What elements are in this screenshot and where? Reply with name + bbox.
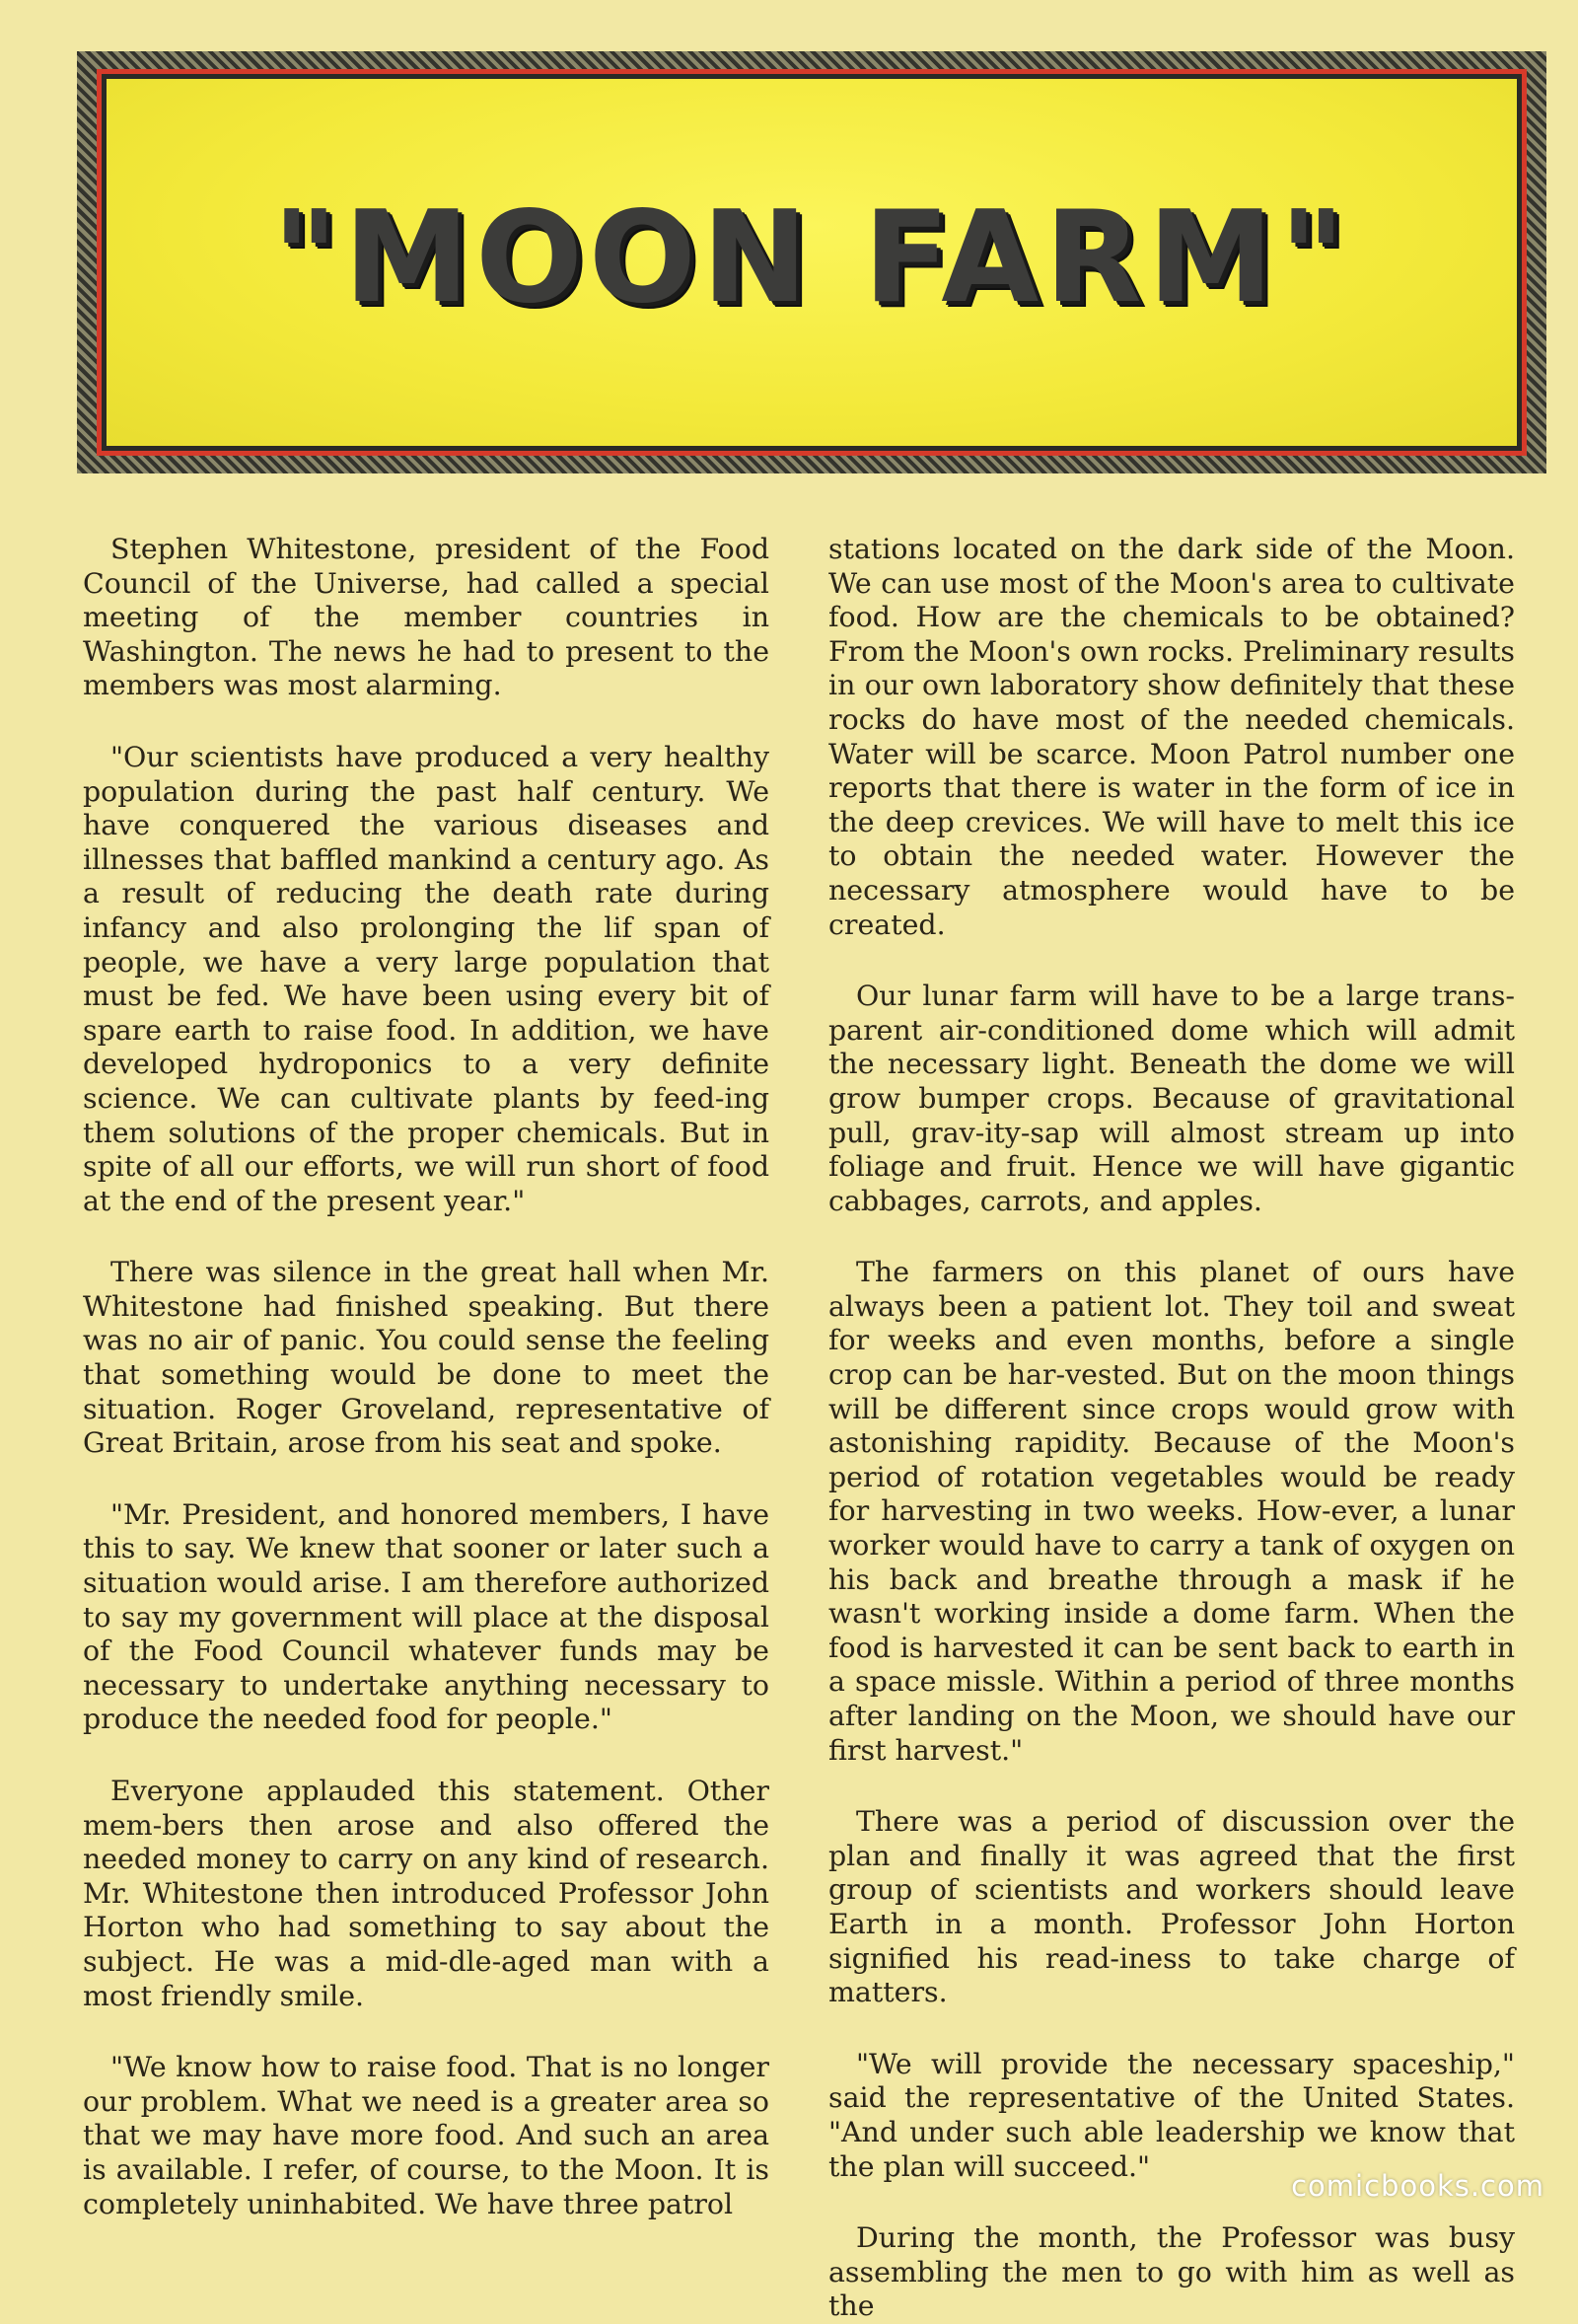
paragraph: stations located on the dark side of the Moon. We can use most of the Moon's area to cultivate food. How are the chemicals to be obtained? From the Moon's own rocks. Preliminary results in our own laboratory show definitely that these rocks do have most of the needed chemicals. Water will be scarce. Moon Patrol number one reports that there is water in the form of ice in the deep crevices. We will have to melt this ice to obtain the needed water. However the necessary atmosphere would have to be created.	[828, 533, 1515, 941]
paragraph: During the month, the Professor was busy assembling the men to go with him as well as the	[828, 2221, 1515, 2323]
title-panel	[77, 51, 1546, 473]
title-box	[107, 79, 1517, 446]
paragraph: Stephen Whitestone, president of the Food Council of the Universe, had called a special meeting of the member countries in Washington. The news he had to present to the members was most alarming.	[83, 533, 769, 702]
paragraph: Our lunar farm will have to be a large trans-parent air-conditioned dome which will admit the necessary light. Beneath the dome we will grow bumper crops. Because of gravitational pull, grav-ity-sap will almost stream up into foliage and fruit. Hence we will have gigantic cabbages, carrots, and apples.	[828, 980, 1515, 1217]
watermark: comicbooks.com	[1291, 2169, 1544, 2203]
paragraph: "Our scientists have produced a very healthy population during the past half century. We have conquered the various diseases and illnesses that baffled mankind a century ago. As a result of reducing the death rate during infancy and also prolonging the lif span of people, we have a very large population that must be fed. We have been using every bit of spare earth to raise food. In addition, we have developed hydroponics to a very definite science. We can cultivate plants by feed-ing them solutions of the proper chemicals. But in spite of all our efforts, we will run short of food at the end of the present year."	[83, 740, 769, 1217]
paragraph: Everyone applauded this statement. Other mem-bers then arose and also offered the needed money to carry on any kind of research. Mr. Whitestone then introduced Professor John Horton who had something to say about the subject. He was a mid-dle-aged man with a most friendly smile.	[83, 1775, 769, 2012]
paragraph: The farmers on this planet of ours have always been a patient lot. They toil and sweat for weeks and even months, before a single crop can be har-vested. But on the moon things will be different since crops would grow with astonishing rapidity. Because of the Moon's period of rotation vegetables would be ready for harvesting in two weeks. How-ever, a lunar worker would have to carry a tank of oxygen on his back and breathe through a mask if he wasn't working inside a dome farm. When the food is harvested it can be sent back to earth in a space missle. Within a period of three months after landing on the Moon, we should have our first harvest."	[828, 1256, 1515, 1767]
paragraph: "Mr. President, and honored members, I have this to say. We knew that sooner or later such a situation would arise. I am therefore authorized to say my government will place at the disposal of the Food Council whatever funds may be necessary to undertake anything necessary to produce the needed food for people."	[83, 1497, 769, 1736]
left-column	[83, 533, 769, 2220]
page-title: "MOON FARM"	[272, 183, 1351, 331]
paragraph: There was silence in the great hall when Mr. Whitestone had finished speaking. But there was no air of panic. You could sense the feeling that something would be done to meet the situation. Roger Groveland, representative of Great Britain, arose from his seat and spoke.	[83, 1256, 769, 1460]
paragraph: There was a period of discussion over the plan and finally it was agreed that the first group of scientists and workers should leave Earth in a month. Professor John Horton signified his read-iness to take charge of matters.	[828, 1805, 1515, 2009]
paragraph: "We know how to raise food. That is no longer our problem. What we need is a greater area so that we may have more food. And such an area is available. I refer, of course, to the Moon. It is completely uninhabited. We have three patrol	[83, 2051, 769, 2220]
paragraph: "We will provide the necessary spaceship," said the representative of the United States. "And under such able leadership we know that the plan will succeed."	[828, 2047, 1515, 2183]
